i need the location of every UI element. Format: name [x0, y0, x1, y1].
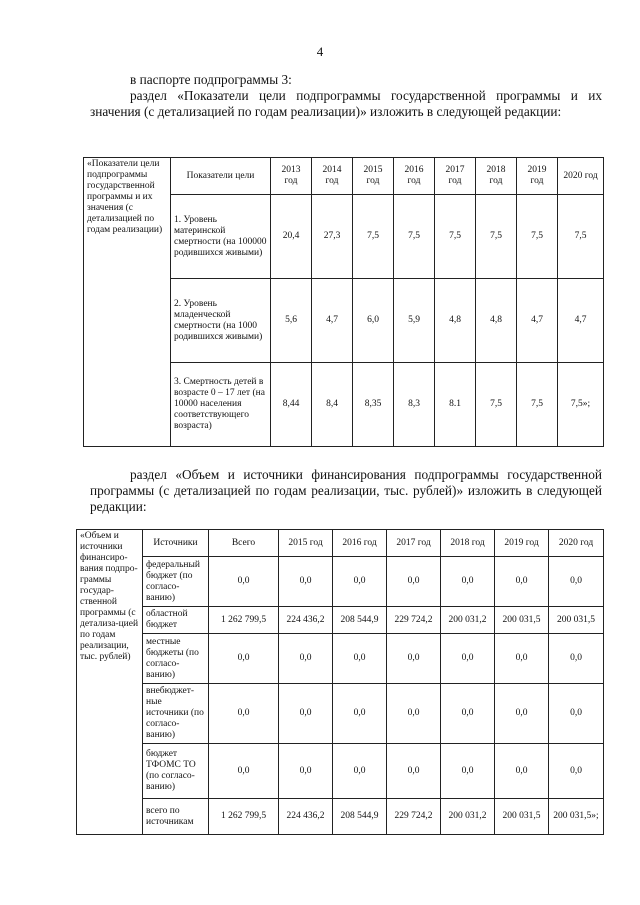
table-cell: 208 544,9: [333, 607, 387, 634]
source-label: внебюджет-ные источники (по согласо-ванию): [143, 684, 209, 744]
table1-first-col: «Показатели цели подпрограммы государственной программы и их значения (с детализацией по годам реализации): [84, 158, 171, 447]
source-label: областной бюджет: [143, 607, 209, 634]
table2-year-header: 2018 год: [441, 530, 495, 557]
table-cell: 229 724,2: [387, 607, 441, 634]
table-cell: 7,5: [394, 195, 435, 279]
table2-year-header: 2020 год: [549, 530, 604, 557]
table1-year-header: 2018 год: [476, 158, 517, 195]
source-label: местные бюджеты (по согласо-ванию): [143, 634, 209, 684]
table-cell: 229 724,2: [387, 799, 441, 835]
table-cell: 200 031,5: [549, 607, 604, 634]
table-cell: 27,3: [312, 195, 353, 279]
table1-year-header: 2014 год: [312, 158, 353, 195]
table-cell: 0,0: [441, 557, 495, 607]
table2-year-header: 2016 год: [333, 530, 387, 557]
table-cell: 5,9: [394, 279, 435, 363]
table-cell: 7,5: [353, 195, 394, 279]
table-cell: 7,5: [476, 195, 517, 279]
intro2-text: [90, 467, 602, 515]
table-cell: 0,0: [333, 634, 387, 684]
table-cell: 0,0: [209, 684, 279, 744]
financing-table: [76, 529, 604, 835]
table-cell: 0,0: [279, 684, 333, 744]
table-cell: 7,5: [435, 195, 476, 279]
table2-year-header: 2017 год: [387, 530, 441, 557]
source-label: всего по источникам: [143, 799, 209, 835]
table1-year-header: 2020 год: [558, 158, 604, 195]
table2-source-header: Источники: [143, 530, 209, 557]
table-cell: 200 031,2: [441, 607, 495, 634]
page-number: 4: [316, 44, 324, 59]
source-label: бюджет ТФОМС ТО (по согласо-ванию): [143, 744, 209, 799]
table-cell: 208 544,9: [333, 799, 387, 835]
table-cell: 0,0: [387, 557, 441, 607]
table-row: [77, 557, 604, 607]
table1-year-header: 2015 год: [353, 158, 394, 195]
table2-header-row: [77, 530, 604, 557]
table2-year-header: 2019 год: [495, 530, 549, 557]
table-row: [77, 634, 604, 684]
table-cell: 0,0: [387, 744, 441, 799]
table-cell: 0,0: [495, 634, 549, 684]
table-cell: 0,0: [441, 744, 495, 799]
indicator-label: 3. Смертность детей в возрасте 0 – 17 лет (на 10000 населения соответствующего возраста): [171, 363, 271, 447]
source-label: федеральный бюджет (по согласо-ванию): [143, 557, 209, 607]
table-cell: 0,0: [387, 634, 441, 684]
table-row: [77, 799, 604, 835]
table-cell: 0,0: [549, 557, 604, 607]
table-row: [77, 684, 604, 744]
indicator-label: 2. Уровень младенческой смертности (на 1000 родившихся живыми): [171, 279, 271, 363]
indicator-label: 1. Уровень материнской смертности (на 100000 родившихся живыми): [171, 195, 271, 279]
table-cell: 0,0: [495, 557, 549, 607]
table-cell: 200 031,2: [441, 799, 495, 835]
table-cell: 4,7: [558, 279, 604, 363]
table-cell: 0,0: [549, 744, 604, 799]
table-cell: 8,35: [353, 363, 394, 447]
indicators-table: [83, 157, 604, 447]
table-cell: 8,4: [312, 363, 353, 447]
table1-year-header: 2013 год: [271, 158, 312, 195]
table-cell: 0,0: [279, 557, 333, 607]
table-cell: 0,0: [549, 634, 604, 684]
table1-year-header: 2019 год: [517, 158, 558, 195]
table-cell: 200 031,5: [495, 799, 549, 835]
table-cell: 0,0: [441, 684, 495, 744]
table-cell: 4,7: [517, 279, 558, 363]
table-cell: 0,0: [549, 684, 604, 744]
table-cell: 200 031,5: [495, 607, 549, 634]
table-cell: 1 262 799,5: [209, 799, 279, 835]
table-cell: 7,5: [517, 195, 558, 279]
table-cell: 8,3: [394, 363, 435, 447]
table1-year-header: 2016 год: [394, 158, 435, 195]
table-cell: 1 262 799,5: [209, 607, 279, 634]
table1-header-row: [84, 158, 604, 195]
table-cell: 0,0: [279, 634, 333, 684]
table2-first-col: «Объем и источники финансиро-вания подпро-граммы государ-ственной программы (с детализа-цией по годам реализации, тыс. рублей): [77, 530, 143, 835]
intro-line-1: в паспорте подпрограммы 3:: [130, 72, 292, 87]
table-cell: 8.1: [435, 363, 476, 447]
table-cell: 0,0: [495, 744, 549, 799]
intro-text: [90, 72, 602, 120]
table-row: [77, 744, 604, 799]
table-cell: 5,6: [271, 279, 312, 363]
table-cell: 7,5: [476, 363, 517, 447]
table-cell: 7,5: [558, 195, 604, 279]
table-cell: 200 031,5»;: [549, 799, 604, 835]
table-cell: 0,0: [333, 684, 387, 744]
table-cell: 224 436,2: [279, 799, 333, 835]
table-cell: 6,0: [353, 279, 394, 363]
table-cell: 0,0: [279, 744, 333, 799]
table-cell: 7,5: [517, 363, 558, 447]
table-cell: 0,0: [209, 634, 279, 684]
table-row: [77, 607, 604, 634]
table-cell: 8,44: [271, 363, 312, 447]
table-cell: 0,0: [333, 744, 387, 799]
table1-indicator-header: Показатели цели: [171, 158, 271, 195]
table-cell: 224 436,2: [279, 607, 333, 634]
table-cell: 20,4: [271, 195, 312, 279]
table-cell: 0,0: [333, 557, 387, 607]
table-cell: 4,7: [312, 279, 353, 363]
table-cell: 4,8: [476, 279, 517, 363]
table-cell: 0,0: [209, 557, 279, 607]
table1-year-header: 2017 год: [435, 158, 476, 195]
intro2-line: раздел «Объем и источники финансирования подпрограммы государственной программы (с детализацией по годам реализации, тыс. рублей)» изложить в следующей редакции:: [90, 467, 602, 514]
table-cell: 0,0: [209, 744, 279, 799]
intro-line-2: раздел «Показатели цели подпрограммы государственной программы и их значения (с детализацией по годам реализации)» изложить в следующей редакции:: [90, 88, 602, 119]
table-cell: 0,0: [495, 684, 549, 744]
table-cell: 0,0: [387, 684, 441, 744]
table2-year-header: 2015 год: [279, 530, 333, 557]
table-cell: 0,0: [441, 634, 495, 684]
table-cell: 4,8: [435, 279, 476, 363]
table-cell: 7,5»;: [558, 363, 604, 447]
table2-total-header: Всего: [209, 530, 279, 557]
